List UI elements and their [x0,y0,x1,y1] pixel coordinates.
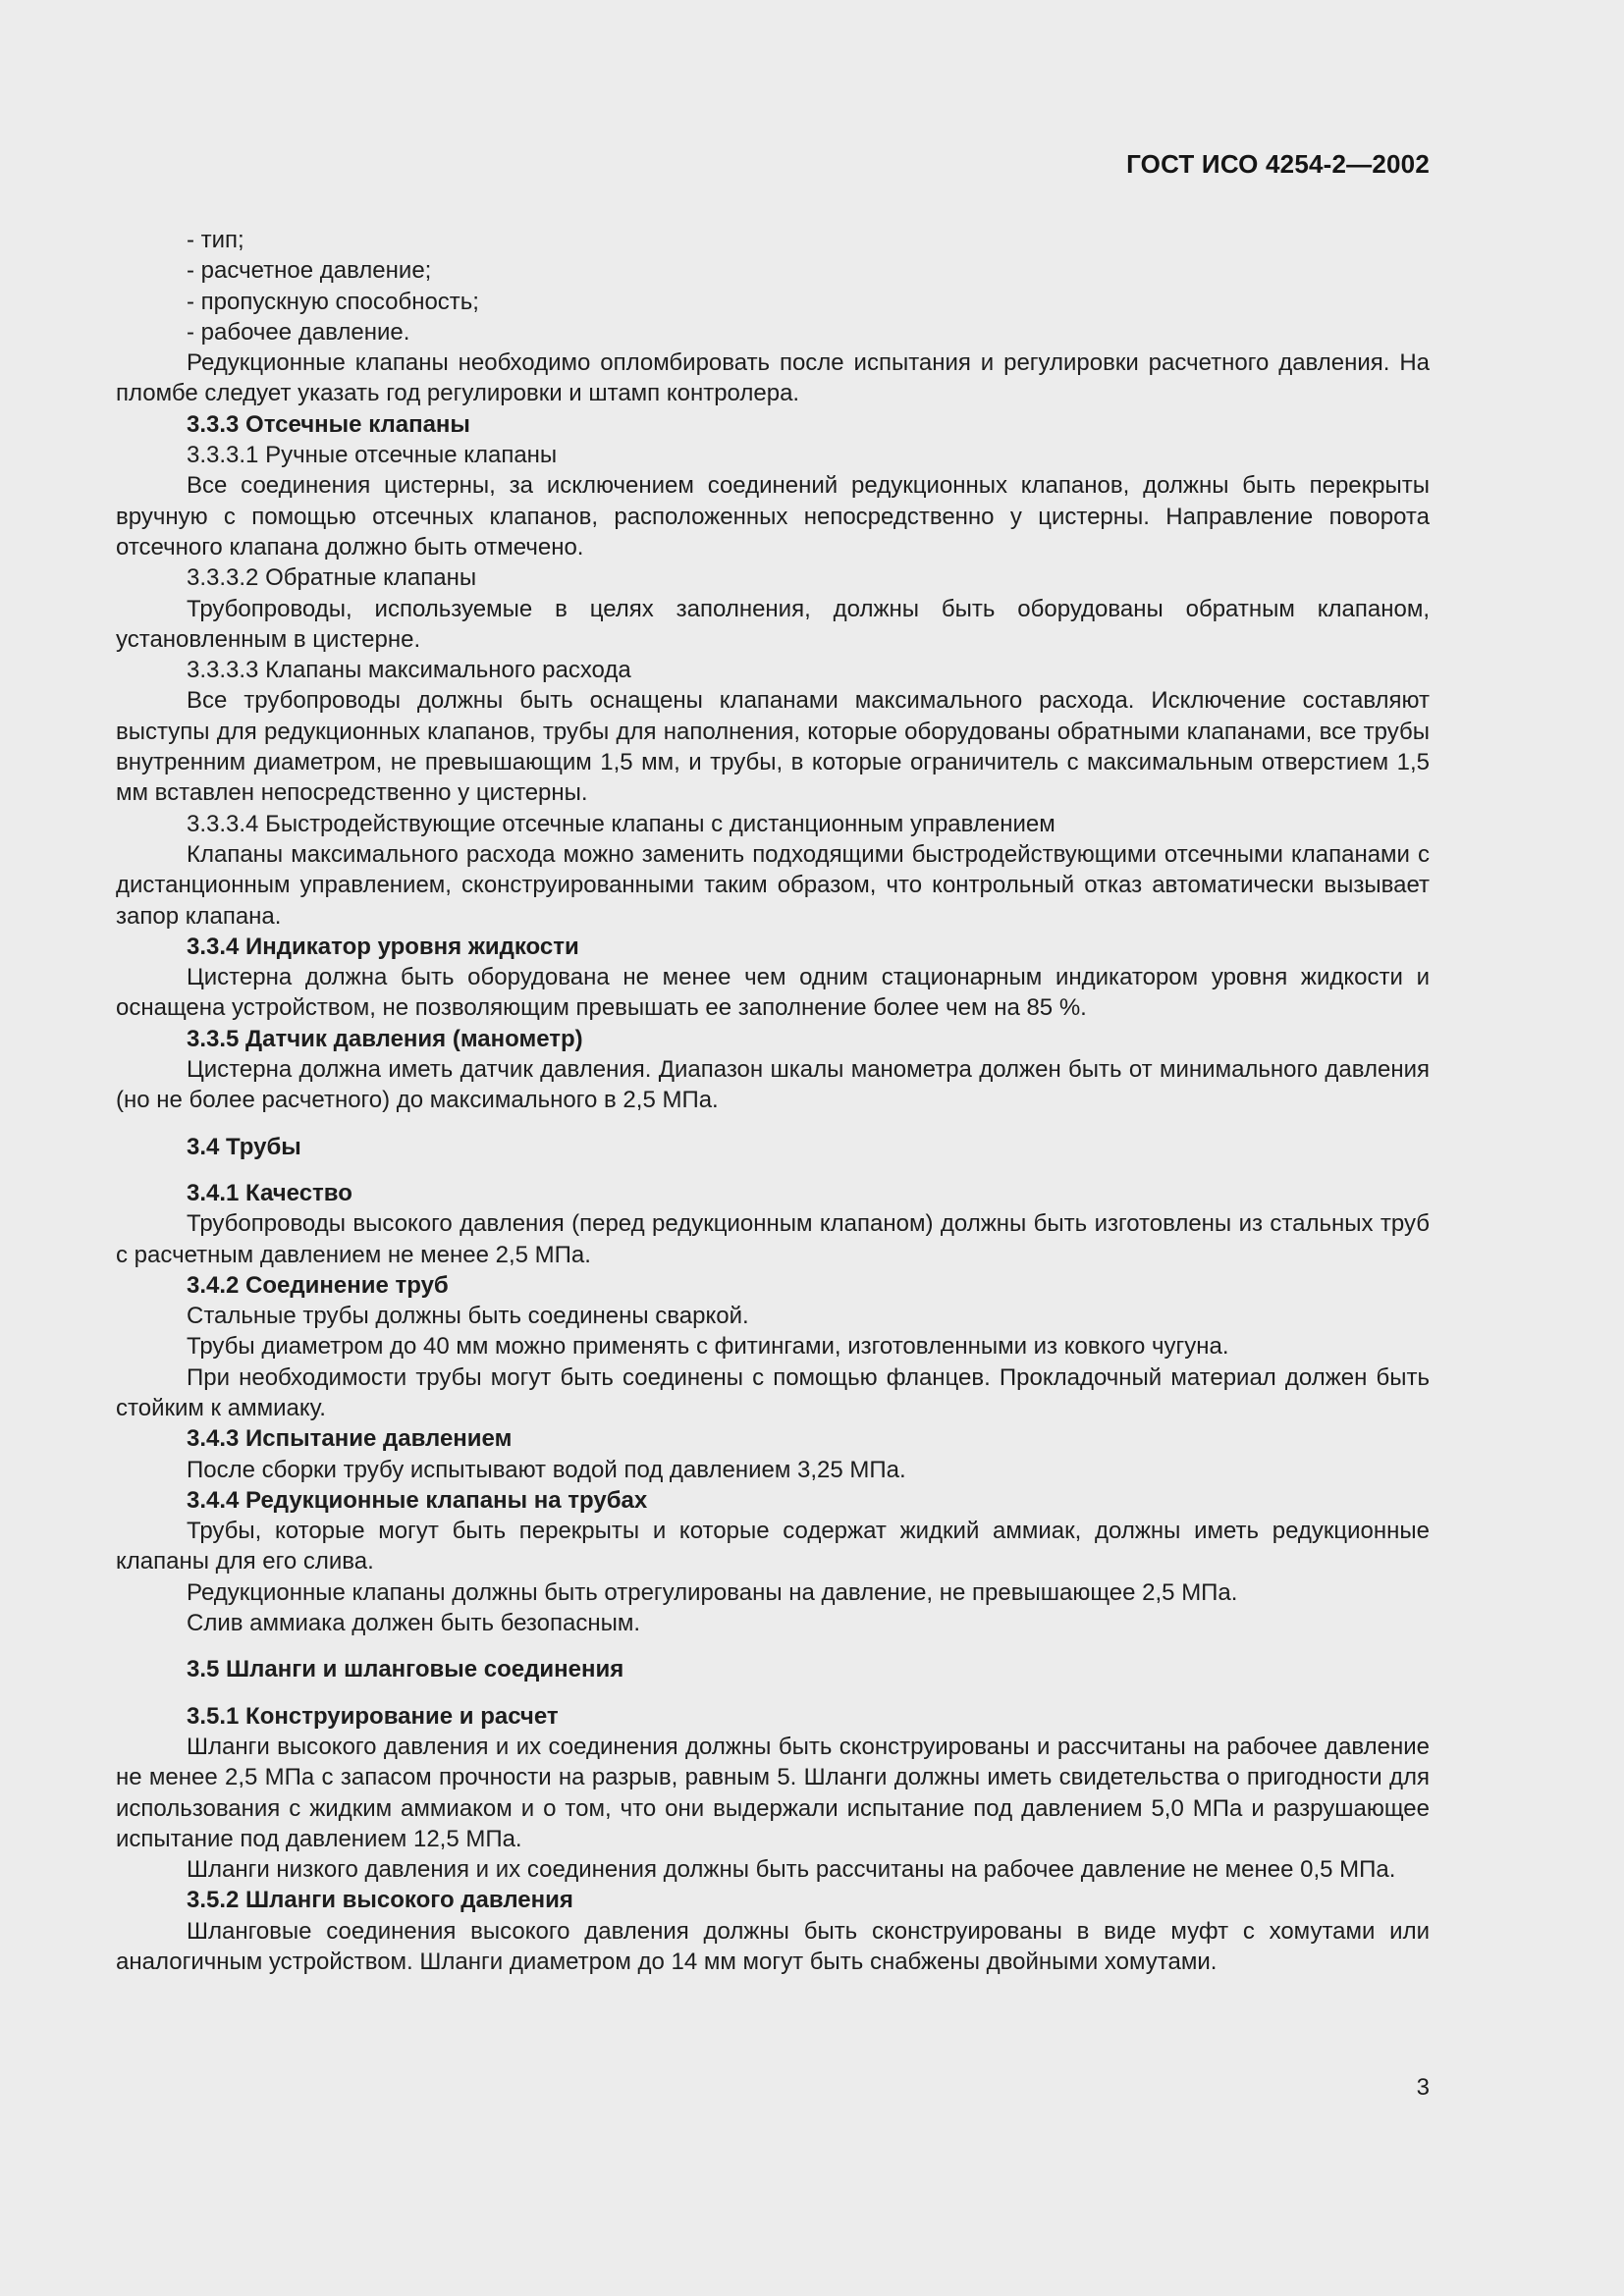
paragraph-3-4-4-drain: Трубы, которые могут быть перекрыты и которые содержат жидкий аммиак, должны иметь редукционные клапаны для его слива. [116,1518,1430,1575]
paragraph-3-3-3-2: Трубопроводы, используемые в целях заполнения, должны быть оборудованы обратным клапаном, установленным в цистерне. [116,595,1430,653]
paragraph-3-4-2-fittings: Трубы диаметром до 40 мм можно применять с фитингами, изготовленными из ковкого чугуна. [187,1333,1229,1361]
subsection-heading-3-3-3-2: 3.3.3.2 Обратные клапаны [187,564,477,592]
section-heading-3-3-5: 3.3.5 Датчик давления (манометр) [187,1025,583,1052]
section-gap [116,1638,1430,1654]
section-heading-3-4-1: 3.4.1 Качество [187,1179,352,1206]
paragraph-3-4-2-flanges: При необходимости трубы могут быть соединены с помощью фланцев. Прокладочный материал должен быть стойким к аммиаку. [116,1363,1430,1421]
paragraph-3-4-2-welding: Стальные трубы должны быть соединены сваркой. [187,1303,749,1330]
section-gap [116,1685,1430,1701]
list-item: - рабочее давление. [187,318,410,346]
section-gap [116,1116,1430,1132]
paragraph-3-4-1: Трубопроводы высокого давления (перед редукционным клапаном) должны быть изготовлены из стальных труб с расчетным давлением не менее 2,5 МПа. [116,1210,1430,1268]
subsection-heading-3-3-3-4: 3.3.3.4 Быстродействующие отсечные клапаны с дистанционным управлением [187,810,1056,837]
section-heading-3-5: 3.5 Шланги и шланговые соединения [187,1656,624,1683]
subsection-heading-3-3-3-1: 3.3.3.1 Ручные отсечные клапаны [187,442,558,469]
paragraph-3-3-3-3: Все трубопроводы должны быть оснащены клапанами максимального расхода. Исключение составляют выступы для редукционных клапанов, трубы для наполнения, которые оборудованы обратными клапанами, все трубы внутренним диаметром, не превышающим 1,5 мм, и трубы, в которые ограничитель с максимальным отверстием 1,5 мм вставлен непосредственно у цистерны. [116,687,1430,807]
paragraph-3-5-1-low-pressure: Шланги низкого давления и их соединения должны быть рассчитаны на рабочее давление не менее 0,5 МПа. [187,1856,1396,1884]
section-gap [116,1162,1430,1178]
page-body [116,225,1430,1977]
paragraph-3-4-4-safety: Слив аммиака должен быть безопасным. [187,1610,641,1637]
paragraph-3-4-3: После сборки трубу испытывают водой под давлением 3,25 МПа. [187,1456,906,1483]
paragraph-3-5-2: Шланговые соединения высокого давления должны быть сконструированы в виде муфт с хомутами или аналогичным устройством. Шланги диаметром до 14 мм могут быть снабжены двойными хомутами. [116,1917,1430,1976]
paragraph-3-3-4: Цистерна должна быть оборудована не менее чем одним стационарным индикатором уровня жидкости и оснащена устройством, не позволяющим превышать ее заполнение более чем на 85 %. [116,964,1430,1022]
section-heading-3-3-4: 3.3.4 Индикатор уровня жидкости [187,933,579,960]
page-number: 3 [1416,2074,1430,2101]
section-heading-3-3-3: 3.3.3 Отсечные клапаны [187,410,470,438]
section-heading-3-4-2: 3.4.2 Соединение труб [187,1271,449,1299]
list-item: - пропускную способность; [187,288,479,315]
list-item: - расчетное давление; [187,257,432,285]
section-heading-3-4-4: 3.4.4 Редукционные клапаны на трубах [187,1486,648,1514]
section-heading-3-5-2: 3.5.2 Шланги высокого давления [187,1887,573,1914]
paragraph-3-5-1-high-pressure: Шланги высокого давления и их соединения должны быть сконструированы и рассчитаны на рабочее давление не менее 2,5 МПа с запасом прочности на разрыв, равным 5. Шланги должны иметь свидетельства о пригодности для использования с жидким аммиаком и о том, что они выдержали испытание под давлением 5,0 МПа и разрушающее испытание под давлением 12,5 МПа. [116,1733,1430,1852]
paragraph-reduction-seal: Редукционные клапаны необходимо опломбировать после испытания и регулировки расчетного давления. На пломбе следует указать год регулировки и штамп контролера. [116,349,1430,407]
document-number-header: ГОСТ ИСО 4254-2—2002 [1126,149,1430,179]
subsection-heading-3-3-3-3: 3.3.3.3 Клапаны максимального расхода [187,657,631,684]
paragraph-3-3-3-4: Клапаны максимального расхода можно заменить подходящими быстродействующими отсечными клапанами с дистанционным управлением, сконструированными таким образом, что контрольный отказ автоматически вызывает запор клапана. [116,840,1430,930]
paragraph-3-4-4-setting: Редукционные клапаны должны быть отрегулированы на давление, не превышающее 2,5 МПа. [187,1578,1238,1606]
section-heading-3-5-1: 3.5.1 Конструирование и расчет [187,1702,559,1730]
section-heading-3-4: 3.4 Трубы [187,1133,301,1160]
list-item: - тип; [187,227,244,253]
paragraph-3-3-5: Цистерна должна иметь датчик давления. Диапазон шкалы манометра должен быть от минимального давления (но не более расчетного) до максимального в 2,5 МПа. [116,1056,1430,1114]
paragraph-3-3-3-1: Все соединения цистерны, за исключением соединений редукционных клапанов, должны быть перекрыты вручную с помощью отсечных клапанов, расположенных непосредственно у цистерны. Направление поворота отсечного клапана должно быть отмечено. [116,472,1430,561]
section-heading-3-4-3: 3.4.3 Испытание давлением [187,1425,513,1453]
